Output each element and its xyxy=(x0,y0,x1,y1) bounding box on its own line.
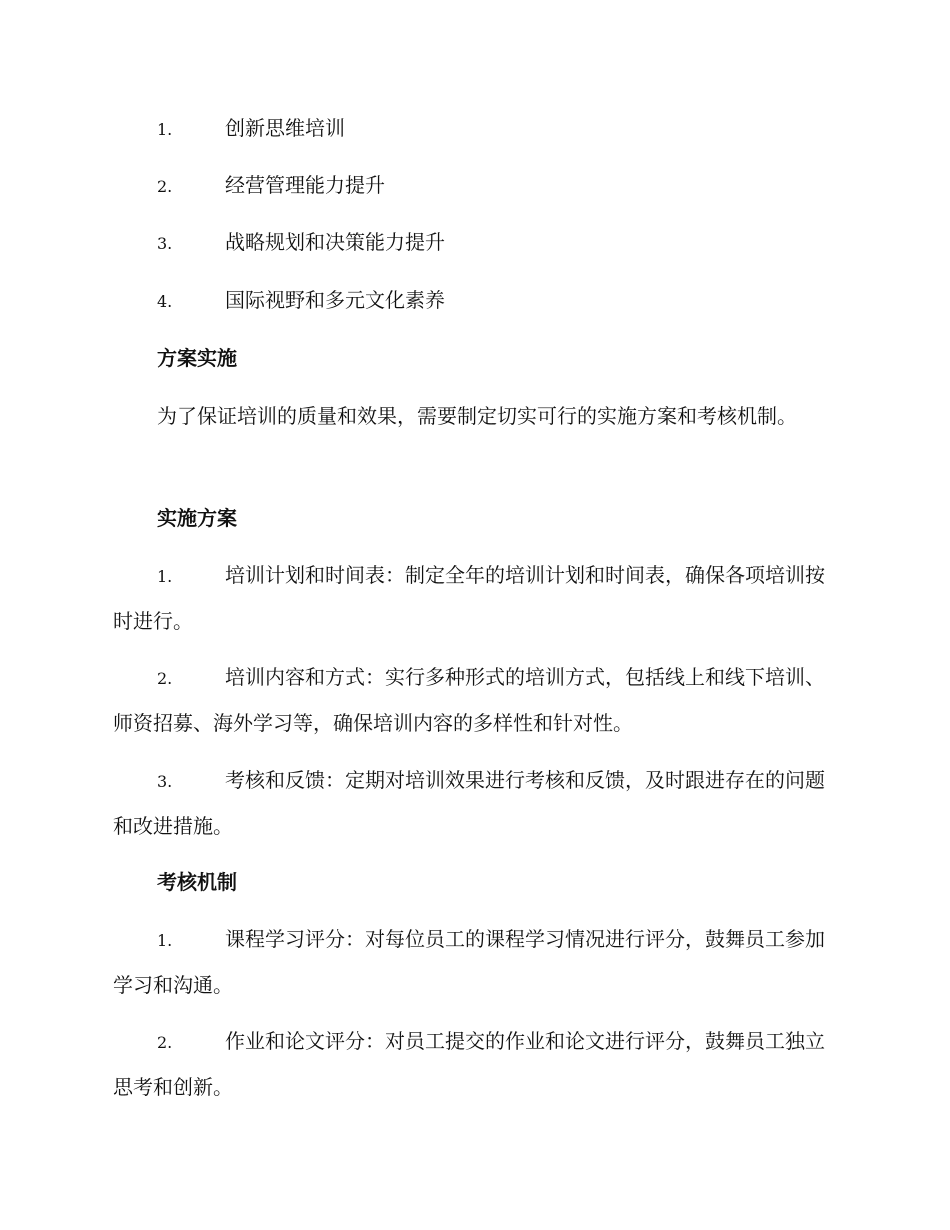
list-text: 创新思维培训 xyxy=(225,116,345,140)
list-number: 2. xyxy=(157,669,173,688)
list-item xyxy=(113,163,833,209)
list-number: 4. xyxy=(157,292,173,311)
section-heading-implementation: 方案实施 xyxy=(157,346,237,370)
list-text: 培训内容和方式：实行多种形式的培训方式，包括线上和线下培训、师资招募、海外学习等，确保培训内容的多样性和针对性。 xyxy=(113,665,825,735)
list-text: 作业和论文评分：对员工提交的作业和论文进行评分，鼓舞员工独立思考和创新。 xyxy=(113,1029,825,1099)
list-text: 国际视野和多元文化素养 xyxy=(225,288,445,312)
section-heading-assessment: 考核机制 xyxy=(157,870,237,894)
list-text: 经营管理能力提升 xyxy=(225,173,385,197)
list-item xyxy=(113,917,833,1008)
list-item xyxy=(113,220,833,266)
list-text: 课程学习评分：对每位员工的课程学习情况进行评分，鼓舞员工参加学习和沟通。 xyxy=(113,927,825,997)
list-text: 考核和反馈：定期对培训效果进行考核和反馈，及时跟进存在的问题和改进措施。 xyxy=(113,768,825,838)
list-number: 3. xyxy=(157,772,173,791)
section-paragraph: 为了保证培训的质量和效果，需要制定切实可行的实施方案和考核机制。 xyxy=(157,404,797,428)
list-number: 1. xyxy=(157,931,173,950)
list-item xyxy=(113,655,833,746)
list-number: 2. xyxy=(157,1033,173,1052)
list-item xyxy=(113,553,833,644)
list-number: 1. xyxy=(157,120,173,139)
list-text: 培训计划和时间表：制定全年的培训计划和时间表，确保各项培训按时进行。 xyxy=(113,563,825,633)
list-text: 战略规划和决策能力提升 xyxy=(225,230,445,254)
list-number: 3. xyxy=(157,234,173,253)
section-heading-plan: 实施方案 xyxy=(157,506,237,530)
list-item xyxy=(113,106,833,152)
list-item xyxy=(113,758,833,849)
list-item xyxy=(113,278,833,324)
list-number: 2. xyxy=(157,177,173,196)
list-item xyxy=(113,1019,833,1110)
list-number: 1. xyxy=(157,567,173,586)
